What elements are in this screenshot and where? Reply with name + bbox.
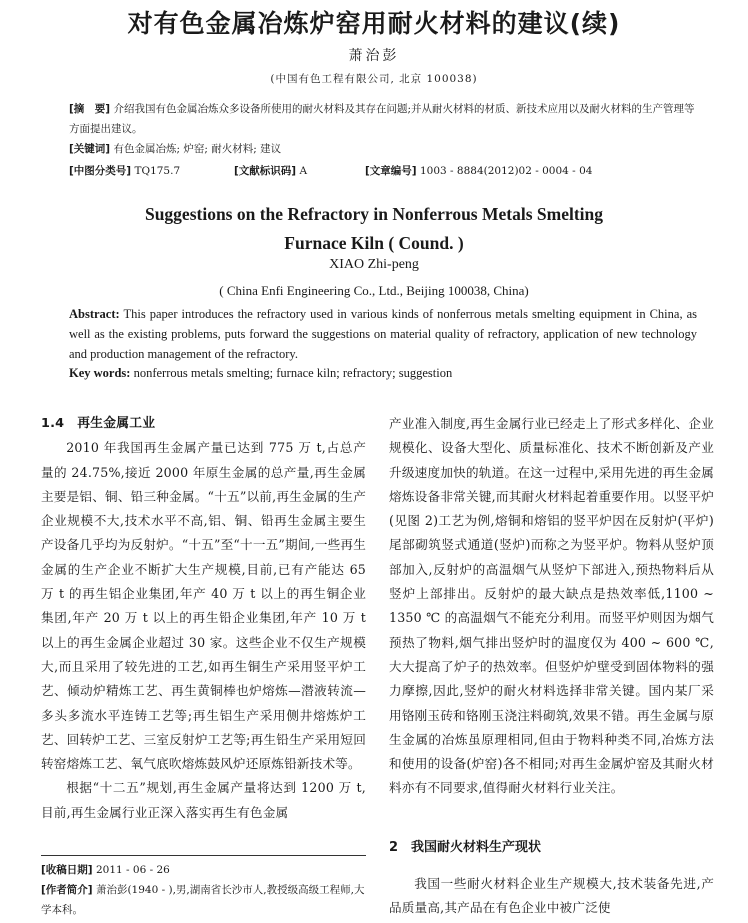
chinese-author: 萧治彭 [348,48,400,64]
right-paragraph-2: 我国一些耐火材料企业生产规模大,技术装备先进,产品质量高,其产品在有色企业中被广泛使 [389,876,714,916]
english-affiliation: ( China Enfi Engineering Co., Ltd., Beijing 100038, China) [219,283,529,298]
received-date: [收稿日期] 2011 - 06 - 26 [41,864,170,876]
left-paragraph-1: 2010 年我国再生金属产量已达到 775 万 t,占总产量的 24.75%,接近 2000 年原生金属的总产量,再生金属主要是铝、铜、铅三种金属。“十五”以前,再生金属的生产企业规模不大,技术水平不高,铝、铜、铅再生金属主要生产设备几乎均为反射炉。“十五”至“十一五”期间,一些再生金属的生产企业不断扩大生产规模,目前,已有产能达 65 万 t 的再生铝企业集团,年产 40 万 t 以上的再生铜企业集团,年产 20 万 t 以上的再生铅企业集团,年产 10 万 t 以上的再生金属企业超过 30 家。这些企业不仅生产规模大,而且采用了较先进的工艺,如再生铜生产采用竖平炉工艺、倾动炉精炼工艺、再生黄铜棒也炉熔炼—潜液转流—多头多流水平连铸工艺等;再生铝生产采用侧井熔炼炉工艺、回转炉工艺、三室反射炉工艺等;再生铅生产采用短回转窑熔炼工艺、氧气底吹熔炼鼓风炉还原炼铅新技术等。 [41,440,367,772]
chinese-title: 对有色金属冶炼炉窑用耐火材料的建议(续) [127,9,621,38]
chinese-abstract [69,99,697,139]
english-abstract-text: This paper introduces the refractory used in various kinds of nonferrous metals smelting equipment in China, as well as the existing problems, puts forward the suggestions on material quality of refractory, application of new technology and production management of the refractory. [69,307,697,361]
footnote-divider [41,855,366,856]
footnote [41,860,366,920]
english-title-line1: Suggestions on the Refractory in Nonferrous Metals Smelting [144,204,604,224]
section-2-heading: 2 我国耐火材料生产现状 [389,840,542,855]
abstract-text: 介绍我国有色金属冶炼众多设备所使用的耐火材料及其存在问题;并从耐火材料的材质、新技术应用以及耐火材料的生产管理等方面提出建议。 [69,103,695,135]
document-code: [文献标识码] A [234,165,308,177]
clc-number: [中图分类号] TQ175.7 [69,165,181,177]
left-column [41,412,366,825]
chinese-affiliation: (中国有色工程有限公司, 北京 100038) [270,73,478,85]
chinese-keywords [69,139,697,159]
section-1-4-heading: 1.4 再生金属工业 [41,416,156,431]
english-title-line2: Furnace Kiln ( Cound. ) [284,233,464,253]
right-column [389,412,714,801]
keywords-label: [关键词] [69,143,111,155]
english-title [0,200,748,258]
right-column-continued [389,872,714,921]
keywords-text: 有色金属冶炼; 炉窑; 耐火材料; 建议 [113,143,282,155]
english-author: XIAO Zhi-peng [329,257,419,272]
article-number: [文章编号] 1003 - 8884(2012)02 - 0004 - 04 [365,165,593,177]
english-keywords [69,366,697,381]
left-paragraph-2: 根据“十二五”规划,再生金属产量将达到 1200 万 t,目前,再生金属行业正深入落实再生有色金属 [41,780,366,820]
chinese-abstract-block [69,99,697,159]
english-abstract [69,304,697,364]
english-keywords-label: Key words: [69,366,131,380]
english-keywords-text: nonferrous metals smelting; furnace kiln; refractory; suggestion [130,366,453,380]
abstract-label: [摘 要] [69,103,111,115]
english-abstract-label: Abstract: [69,307,120,321]
right-paragraph-1: 产业准入制度,再生金属行业已经走上了形式多样化、企业规模化、设备大型化、质量标准化、技术不断创新及产业升级速度加快的轨道。在这一过程中,采用先进的再生金属熔炼设备非常关键,而其耐火材料起着重要作用。以竖平炉(见图 2)工艺为例,熔铜和熔铝的竖平炉因在反射炉(平炉)尾部砌筑竖式通道(竖炉)而称之为竖平炉。物料从竖炉顶部加入,反射炉的高温烟气从竖炉下部进入,预热物料后从竖炉上部排出。反射炉的最大缺点是热效率低,1100 ~ 1350 ℃ 的高温烟气不能充分利用。而竖平炉则因为烟气预热了物料,烟气排出竖炉时的温度仅为 400 ~ 600 ℃,大大提高了炉子的热效率。但竖炉炉壁受到固体物料的强力摩擦,因此,竖炉的耐火材料选择非常关键。国内某厂采用铬刚玉砖和铬刚玉浇注料砌筑,效果不错。再生金属与原生金属的冶炼虽原理相同,但由于物料种类不同,冶炼方法和使用的设备(炉窑)各不相同;对再生金属炉窑及其耐火材料亦有不同要求,值得耐火材料行业关注。 [389,416,714,796]
author-bio: [作者简介] 萧治彭(1940 - ),男,湖南省长沙市人,教授级高级工程师,大学本科。 [41,884,365,916]
